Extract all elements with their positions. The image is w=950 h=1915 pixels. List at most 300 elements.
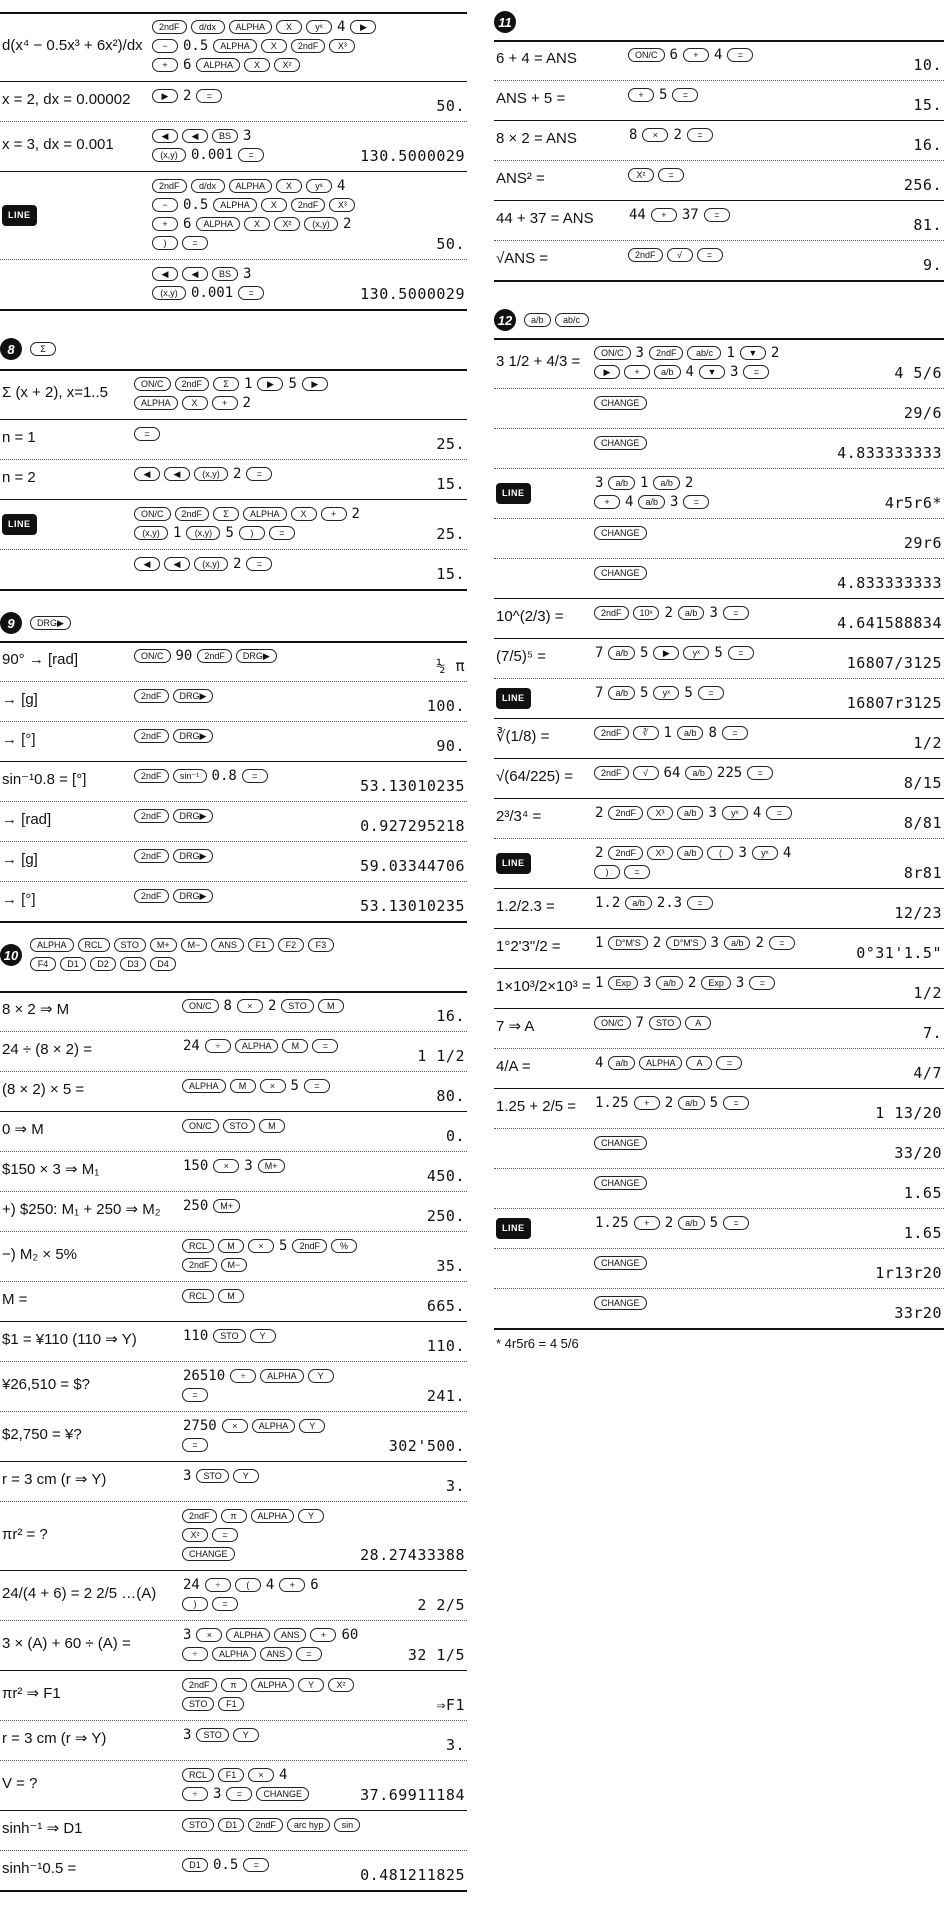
key-onc: ON/C <box>134 649 171 663</box>
expression: 24/(4 + 6) = 2 2/5 …(A) <box>2 1585 157 1602</box>
key-2ndf: 2ndF <box>182 1678 217 1692</box>
expression: n = 1 <box>2 429 36 446</box>
key-2ndf: 2ndF <box>248 1818 283 1832</box>
key-d1: D1 <box>60 957 86 971</box>
key-sequence <box>626 206 732 225</box>
key-digits: 7 <box>595 685 604 701</box>
key-sto: STO <box>213 1329 245 1343</box>
key-alpha: ALPHA <box>229 179 273 193</box>
expression: → [rad] <box>2 811 52 828</box>
key-change: CHANGE <box>594 526 647 540</box>
mode-label <box>496 1218 531 1239</box>
key-digits: 0.5 <box>183 38 209 54</box>
key-m: M <box>230 1079 256 1093</box>
key-digits: 2 <box>595 805 604 821</box>
expression: r = 3 cm (r ⇒ Y) <box>2 1471 107 1488</box>
key-sequence <box>592 844 794 882</box>
key-d2: D2 <box>90 957 116 971</box>
key-archyp: arc hyp <box>287 1818 331 1832</box>
key-2ndf: 2ndF <box>291 39 326 53</box>
key-alpha: ALPHA <box>251 1509 295 1523</box>
expression: d(x⁴ − 0.5x³ + 6x²)/dx <box>2 36 143 54</box>
display-result: 1/2 <box>913 984 942 1002</box>
key-: + <box>152 58 178 72</box>
key-dms: D°M'S <box>666 936 705 950</box>
display-result: 33r20 <box>894 1304 942 1322</box>
key-digits: 1 <box>244 376 253 392</box>
key-digits: 1.25 <box>595 1215 629 1231</box>
key-sto: STO <box>649 1016 681 1030</box>
display-result: 1/2 <box>913 734 942 752</box>
key-drg: DRG▶ <box>173 889 214 903</box>
key-: + <box>651 208 677 222</box>
key-change: CHANGE <box>182 1547 235 1561</box>
key-: = <box>238 148 264 162</box>
expression: 6 + 4 = ANS <box>496 50 577 67</box>
key-digits: 3 <box>735 975 745 991</box>
key-digits: 0.5 <box>183 197 209 213</box>
key-rcl: RCL <box>78 938 110 952</box>
key-digits: 7 <box>595 645 604 661</box>
key-sequence <box>626 166 686 185</box>
key-y: yˣ <box>683 646 709 660</box>
key-sto: STO <box>196 1728 228 1742</box>
key-sequence <box>180 1197 242 1216</box>
key-alpha: ALPHA <box>226 1628 270 1642</box>
key-sequence <box>180 997 346 1016</box>
display-result: 16807/3125 <box>846 654 942 672</box>
divider <box>494 1328 944 1330</box>
display-result: 8/81 <box>903 814 942 832</box>
key-alpha: ALPHA <box>260 1369 304 1383</box>
key-x: X <box>261 198 287 212</box>
key-ab: a/b <box>678 1216 705 1230</box>
key-: + <box>634 1216 660 1230</box>
display-result: 1 1/2 <box>417 1047 465 1065</box>
key-sequence <box>132 375 330 413</box>
key-digits: 2 <box>664 1095 674 1111</box>
key-sequence <box>592 764 775 783</box>
line-mode-badge: LINE <box>496 853 531 874</box>
display-result: 4.641588834 <box>837 614 942 632</box>
key-y: yˣ <box>653 686 679 700</box>
key-x: X³ <box>329 39 355 53</box>
key-ab: a/b <box>724 936 751 950</box>
key-digits: 6 <box>669 47 678 63</box>
key-: ∛ <box>633 726 659 740</box>
key-drg: DRG▶ <box>30 616 71 630</box>
table-row <box>0 1111 467 1151</box>
key-sequence <box>132 767 270 786</box>
table-row <box>494 758 944 798</box>
key-sequence <box>592 1254 649 1273</box>
key-: = <box>296 1647 322 1661</box>
key-: = <box>687 896 713 910</box>
key-: = <box>687 128 713 142</box>
key-x: X <box>276 179 302 193</box>
table-row <box>0 12 467 81</box>
table-row <box>0 419 467 459</box>
key-: Σ <box>30 342 56 356</box>
table-row <box>0 641 467 681</box>
key-digits: 2 <box>233 556 242 572</box>
key-rcl: RCL <box>182 1239 214 1253</box>
key-drg: DRG▶ <box>173 729 214 743</box>
expression: Σ (x + 2), x=1..5 <box>2 384 108 401</box>
key-ab: a/b <box>524 313 551 327</box>
key-x: X <box>244 217 270 231</box>
key-2ndf: 2ndF <box>134 889 169 903</box>
key-: ◀ <box>134 467 160 481</box>
key-: ▶ <box>152 89 178 103</box>
display-result: 90. <box>436 737 465 755</box>
key-dms: D°M'S <box>608 936 647 950</box>
section-keys <box>28 614 73 633</box>
expression: +) $250: M₁ + 250 ⇒ M₂ <box>2 1201 161 1218</box>
key-xy: (x,y) <box>194 467 228 481</box>
expression: ¥26,510 = $? <box>2 1376 91 1393</box>
divider <box>0 589 467 591</box>
key-m: M− <box>221 1258 248 1272</box>
table-row <box>494 40 944 80</box>
key-abc: ab/c <box>555 313 589 327</box>
key-: ◀ <box>182 267 208 281</box>
key-2ndf: 2ndF <box>175 377 210 391</box>
key-: = <box>238 286 264 300</box>
key-digits: 8 <box>223 998 232 1014</box>
expression: 24 ÷ (8 × 2) = <box>2 1041 92 1058</box>
key-sequence <box>592 524 649 543</box>
key-: = <box>304 1079 330 1093</box>
key-alpha: ALPHA <box>639 1056 683 1070</box>
display-result: 28.27433388 <box>360 1546 465 1564</box>
key-onc: ON/C <box>182 999 219 1013</box>
key-: π <box>221 1678 247 1692</box>
display-result: 15. <box>913 96 942 114</box>
key-ab: a/b <box>654 365 681 379</box>
key-change: CHANGE <box>594 396 647 410</box>
key-: ( <box>707 846 733 860</box>
expression: 3 × (A) + 60 ÷ (A) = <box>2 1635 131 1652</box>
key-digits: 2 <box>267 998 277 1014</box>
key-digits: 37 <box>681 207 699 223</box>
expression: √(64/225) = <box>496 768 574 785</box>
key-drg: DRG▶ <box>173 809 214 823</box>
key-y: yˣ <box>752 846 778 860</box>
key-: + <box>594 495 620 509</box>
key-alpha: ALPHA <box>30 938 74 952</box>
key-ans: ANS <box>260 1647 293 1661</box>
expression: $150 × 3 ⇒ M₁ <box>2 1161 100 1178</box>
key-ab: a/b <box>608 646 635 660</box>
mode-label <box>2 514 37 535</box>
display-result: 50. <box>436 235 465 253</box>
display-result: 16. <box>436 1007 465 1025</box>
key-: = <box>182 1388 208 1402</box>
key-: ÷ <box>205 1039 231 1053</box>
display-result: 250. <box>426 1207 465 1225</box>
table-row <box>494 388 944 428</box>
key-: = <box>704 208 730 222</box>
expression: → [g] <box>2 851 38 868</box>
key-sequence <box>592 604 751 623</box>
expression: → [°] <box>2 891 36 908</box>
key-digits: 0.5 <box>213 1857 239 1873</box>
table-row <box>0 1231 467 1281</box>
key-digits: 3 <box>183 1468 192 1484</box>
table-row <box>494 798 944 838</box>
expression: 7 ⇒ A <box>496 1018 535 1035</box>
display-result: 53.13010235 <box>360 897 465 915</box>
display-result: 0°31'1.5" <box>856 944 942 962</box>
key-change: CHANGE <box>594 1256 647 1270</box>
key-digits: 2 <box>595 845 604 861</box>
key-y: Y <box>250 1329 276 1343</box>
key-sequence <box>132 807 215 826</box>
key-sequence <box>132 425 162 444</box>
expression: πr² = ? <box>2 1525 48 1543</box>
key-a: A <box>686 1056 712 1070</box>
key-ans: ANS <box>211 938 244 952</box>
key-: √ <box>667 248 693 262</box>
key-digits: 2750 <box>183 1418 217 1434</box>
key-digits: 3 <box>708 805 717 821</box>
key-change: CHANGE <box>594 436 647 450</box>
section-keys <box>28 340 58 359</box>
key-digits: 3 <box>729 364 739 380</box>
display-result: 12/23 <box>894 904 942 922</box>
display-result: 15. <box>436 475 465 493</box>
key-digits: 3 <box>595 475 604 491</box>
display-result: 0.481211825 <box>360 1866 465 1884</box>
key-: = <box>683 495 709 509</box>
divider <box>0 921 467 923</box>
key-digits: 4 <box>279 1767 288 1783</box>
key-digits: 1 <box>639 475 649 491</box>
key-digits: 5 <box>225 525 234 541</box>
table-row <box>0 1810 467 1850</box>
key-y: Y <box>308 1369 334 1383</box>
key-digits: 3 <box>183 1627 192 1643</box>
table-row <box>494 120 944 160</box>
key-: = <box>658 168 684 182</box>
display-result: 32 1/5 <box>407 1646 465 1664</box>
key-2ndf: 2ndF <box>134 729 169 743</box>
key-rcl: RCL <box>182 1289 214 1303</box>
table-row <box>494 888 944 928</box>
display-result: 33/20 <box>894 1144 942 1162</box>
key-digits: 3 <box>213 1786 222 1802</box>
mode-label <box>496 483 531 504</box>
table-row <box>0 1720 467 1760</box>
table-row <box>0 499 467 549</box>
key-: = <box>749 976 775 990</box>
key-f3: F3 <box>308 938 334 952</box>
key-: % <box>331 1239 357 1253</box>
key-x: X³ <box>647 846 673 860</box>
key-ab: a/b <box>653 476 680 490</box>
display-result: 665. <box>426 1297 465 1315</box>
key-sequence <box>592 564 649 583</box>
key-sequence <box>150 127 266 165</box>
table-row <box>0 681 467 721</box>
key-digits: 2 <box>673 127 682 143</box>
key-x: X² <box>274 217 300 231</box>
display-result: 450. <box>426 1167 465 1185</box>
display-result: 16807r3125 <box>846 694 942 712</box>
key-f1: F1 <box>218 1768 244 1782</box>
key-: × <box>248 1239 274 1253</box>
key-2ndf: 2ndF <box>594 766 629 780</box>
key-alpha: ALPHA <box>251 1678 295 1692</box>
expression: ANS² = <box>496 170 545 187</box>
key-onc: ON/C <box>628 48 665 62</box>
table-row <box>494 1168 944 1208</box>
key-digits: 6 <box>183 216 192 232</box>
section-header <box>0 611 73 635</box>
key-sequence <box>180 1626 361 1664</box>
key-onc: ON/C <box>182 1119 219 1133</box>
key-digits: 2 <box>233 466 242 482</box>
key-2ndf: 2ndF <box>608 806 643 820</box>
key-digits: 4 <box>685 364 694 380</box>
line-mode-badge: LINE <box>2 514 37 535</box>
key-x: X <box>244 58 270 72</box>
key-: − <box>152 39 178 53</box>
key-digits: 3 <box>738 845 747 861</box>
key-onc: ON/C <box>134 507 171 521</box>
key-sequence <box>132 647 279 666</box>
table-row <box>494 558 944 598</box>
display-result: 1r13r20 <box>875 1264 942 1282</box>
expression: → [g] <box>2 691 38 708</box>
key-sequence <box>592 974 777 993</box>
section-number: 9 <box>0 612 22 634</box>
key-digits: 3 <box>243 266 252 282</box>
expression: −) M₂ × 5% <box>2 1246 78 1263</box>
table-row <box>0 1361 467 1411</box>
key-digits: 4 <box>595 1055 604 1071</box>
display-result: 4r5r6* <box>884 494 942 512</box>
key-sequence <box>150 177 357 253</box>
key-sequence <box>180 1467 261 1486</box>
key-d4: D4 <box>150 957 176 971</box>
key-: × <box>248 1768 274 1782</box>
key-y: Y <box>299 1419 325 1433</box>
key-digits: 5 <box>639 685 649 701</box>
key-xy: (x,y) <box>194 557 228 571</box>
expression: 0 ⇒ M <box>2 1121 44 1138</box>
expression: 1°2'3"/2 = <box>496 938 561 955</box>
key-sequence <box>626 246 725 265</box>
table-row <box>494 1048 944 1088</box>
key-exp: Exp <box>608 976 638 990</box>
key-digits: 5 <box>279 1238 288 1254</box>
expression: x = 2, dx = 0.00002 <box>2 91 131 108</box>
expression: 10^(2/3) = <box>496 608 564 625</box>
display-result: 9. <box>922 256 942 274</box>
key-alpha: ALPHA <box>196 217 240 231</box>
key-change: CHANGE <box>594 1296 647 1310</box>
line-mode-badge: LINE <box>496 688 531 709</box>
key-xy: (x,y) <box>186 526 220 540</box>
expression: x = 3, dx = 0.001 <box>2 136 114 153</box>
mode-label <box>496 688 531 709</box>
table-row <box>0 549 467 589</box>
key-: + <box>628 88 654 102</box>
key-: = <box>212 1528 238 1542</box>
key-onc: ON/C <box>134 377 171 391</box>
expression: 4/A = <box>496 1058 531 1075</box>
key-: ◀ <box>164 557 190 571</box>
display-result: 1.65 <box>903 1184 942 1202</box>
expression: ANS + 5 = <box>496 90 566 107</box>
key-digits: 0.8 <box>211 768 237 784</box>
key-: ▼ <box>740 346 766 360</box>
key-ans: ANS <box>274 1628 307 1642</box>
key-2ndf: 2ndF <box>182 1509 217 1523</box>
display-result: 1 13/20 <box>875 1104 942 1122</box>
key-2ndf: 2ndF <box>134 849 169 863</box>
key-digits: 64 <box>663 765 681 781</box>
table-row <box>494 1128 944 1168</box>
key-: Σ <box>213 377 239 391</box>
key-x: X³ <box>329 198 355 212</box>
key-digits: 7 <box>635 1015 644 1031</box>
table-row <box>494 338 944 388</box>
key-: ◀ <box>182 129 208 143</box>
key-digits: 3 <box>635 345 644 361</box>
key-sequence <box>132 555 274 574</box>
expression: $2,750 = ¥? <box>2 1426 82 1443</box>
key-digits: 2 <box>242 395 251 411</box>
key-sequence <box>180 1726 261 1745</box>
key-y: Y <box>233 1728 259 1742</box>
display-result: 0.927295218 <box>360 817 465 835</box>
display-result: 1.65 <box>903 1224 942 1242</box>
key-sequence <box>592 344 782 382</box>
key-: = <box>243 1858 269 1872</box>
table-row <box>0 459 467 499</box>
key-: ◀ <box>152 267 178 281</box>
key-sto: STO <box>223 1119 255 1133</box>
key-sequence <box>180 1237 359 1275</box>
display-result: 4.833333333 <box>837 444 942 462</box>
key-alpha: ALPHA <box>196 58 240 72</box>
section-keys <box>28 936 336 974</box>
key-: ) <box>182 1597 208 1611</box>
table-row <box>0 1461 467 1501</box>
key-digits: 225 <box>716 765 743 781</box>
section-number: 11 <box>494 11 516 33</box>
key-alpha: ALPHA <box>243 507 287 521</box>
key-ab: a/b <box>608 476 635 490</box>
key-: ▶ <box>350 20 376 34</box>
expression: $1 = ¥110 (110 ⇒ Y) <box>2 1331 137 1348</box>
key-: = <box>697 248 723 262</box>
key-: ÷ <box>205 1578 231 1592</box>
display-result: 29r6 <box>903 534 942 552</box>
key-y: Y <box>298 1509 324 1523</box>
table-row <box>494 1248 944 1288</box>
key-sequence <box>180 1117 287 1136</box>
table-row <box>494 160 944 200</box>
table-row <box>494 838 944 888</box>
key-alpha: ALPHA <box>213 198 257 212</box>
display-result: 4.833333333 <box>837 574 942 592</box>
key-sto: STO <box>196 1469 228 1483</box>
key-10: 10ˣ <box>633 606 660 620</box>
